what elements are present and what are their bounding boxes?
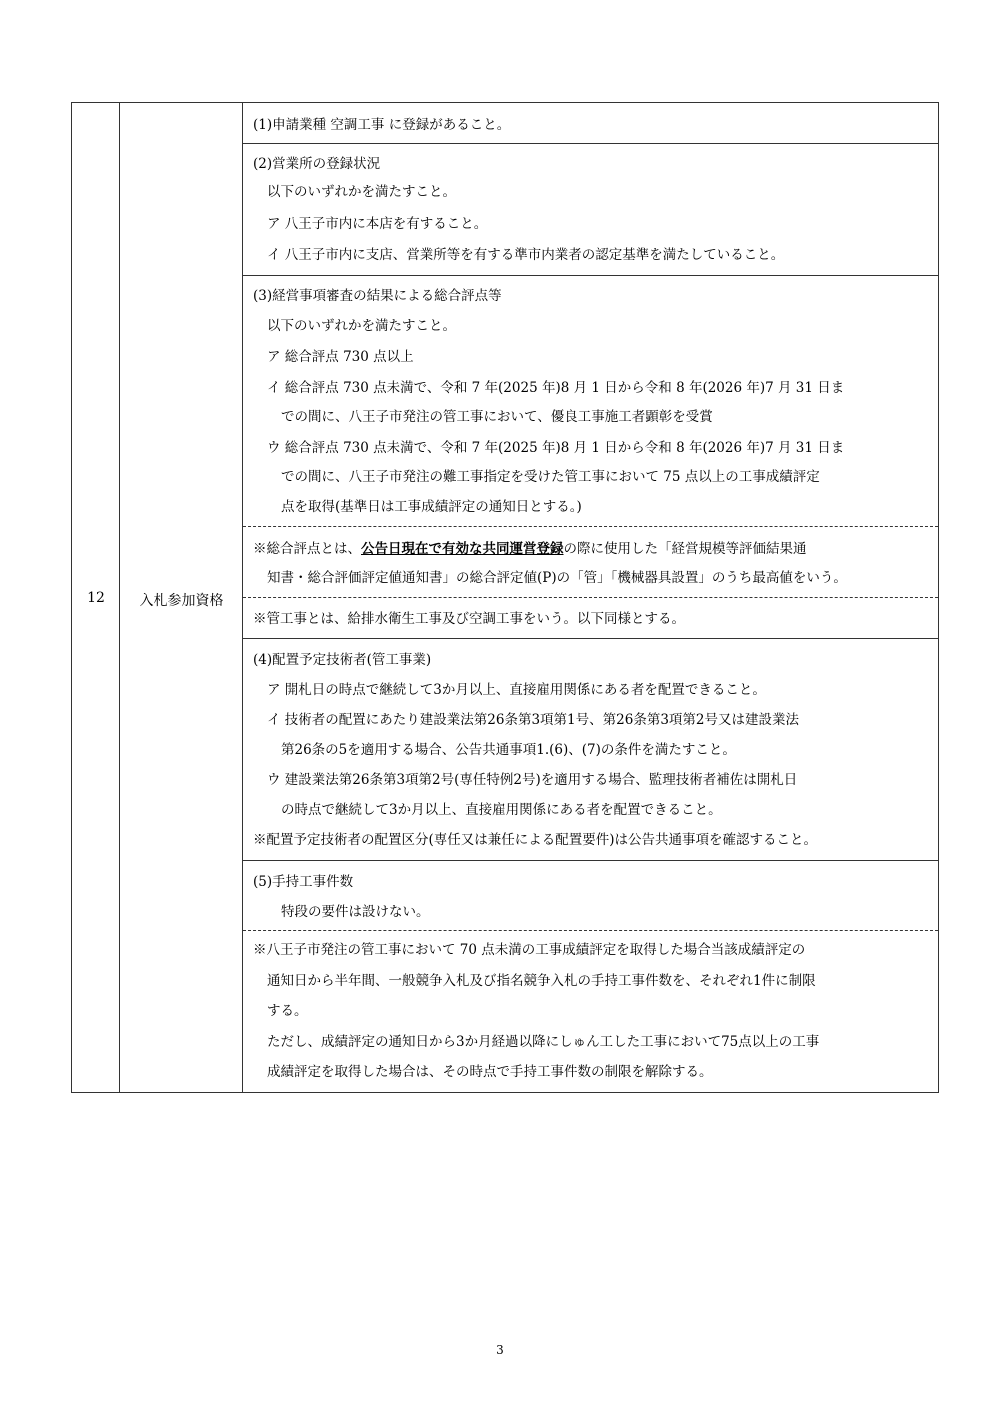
sec5-heading: (5)手持工事件数 (253, 874, 354, 890)
note-text: の際に使用した「経営規模等評価結果通 (563, 541, 807, 557)
sec5-note: する。 (267, 1003, 308, 1019)
requirements-table (71, 102, 939, 1093)
sec4-line: 第26条の5を適用する場合、公告共通事項1.(6)、(7)の条件を満たすこと。 (281, 742, 736, 758)
note-divider (243, 597, 938, 598)
row-label-cell (120, 103, 243, 1092)
sec3-line: での間に、八王子市発注の難工事指定を受けた管工事において 75 点以上の工事成績評定 (281, 469, 820, 485)
note-text: ※総合評点とは、 (253, 541, 361, 557)
sec2-heading: (2)営業所の登録状況 (253, 156, 381, 172)
sec4-note: ※配置予定技術者の配置区分(専任又は兼任による配置要件)は公告共通事項を確認すること。 (253, 832, 818, 848)
sec3-line: ウ 総合評点 730 点未満で、令和 7 年(2025 年)8 月 1 日から令和 8 年(2026 年)7 月 31 日ま (267, 440, 845, 456)
sec5-note: ※八王子市発注の管工事において 70 点未満の工事成績評定を取得した場合当該成績評定の (253, 942, 806, 958)
sec3-line: ア 総合評点 730 点以上 (267, 349, 414, 365)
sec5-line: 特段の要件は設けない。 (281, 904, 430, 920)
sec4-line: ア 開札日の時点で継続して3か月以上、直接雇用関係にある者を配置できること。 (267, 682, 766, 698)
sec5-note: 通知日から半年間、一般競争入札及び指名競争入札の手持工事件数を、それぞれ1件に制限 (267, 973, 816, 989)
sec5-note: ただし、成績評定の通知日から3か月経過以降にしゅん工した工事において75点以上の工事 (267, 1034, 820, 1050)
sec4-line: ウ 建設業法第26条第3項第2号(専任特例2号)を適用する場合、監理技術者補佐は開札日 (267, 772, 798, 788)
sec5-note: 成績評定を取得した場合は、その時点で手持工事件数の制限を解除する。 (267, 1064, 713, 1080)
sec4-line: の時点で継続して3か月以上、直接雇用関係にある者を配置できること。 (281, 802, 722, 818)
note-divider (243, 526, 938, 527)
sec3-heading: (3)経営事項審査の結果による総合評点等 (253, 288, 502, 304)
sec3-note (253, 535, 928, 563)
sec3-line: イ 総合評点 730 点未満で、令和 7 年(2025 年)8 月 1 日から令和 8 年(2026 年)7 月 31 日ま (267, 380, 845, 396)
section-divider (243, 143, 938, 144)
sec4-heading: (4)配置予定技術者(管工事業) (253, 652, 432, 668)
sec3-note: ※管工事とは、給排水衛生工事及び空調工事をいう。以下同様とする。 (253, 611, 685, 627)
sec3-line: 以下のいずれかを満たすこと。 (267, 318, 456, 334)
row-number-cell (72, 103, 120, 1092)
row-number: 12 (87, 590, 105, 606)
page-number: 3 (496, 1343, 504, 1357)
sec2-line: ア 八王子市内に本店を有すること。 (267, 216, 488, 232)
section-divider (243, 275, 938, 276)
sec2-line: 以下のいずれかを満たすこと。 (267, 184, 456, 200)
sec2-line: イ 八王子市内に支店、営業所等を有する準市内業者の認定基準を満たしていること。 (267, 247, 785, 263)
note-divider (243, 930, 938, 931)
row-label: 入札参加資格 (139, 593, 224, 609)
section-divider (243, 860, 938, 861)
sec4-line: イ 技術者の配置にあたり建設業法第26条第3項第1号、第26条第3項第2号又は建設業法 (267, 712, 800, 728)
requirements-content (243, 103, 938, 1092)
sec3-note: 知書・総合評価評定値通知書」の総合評定値(P)の「管」「機械器具設置」のうち最高値をいう。 (267, 570, 847, 586)
sec1-line: (1)申請業種 空調工事 に登録があること。 (253, 117, 511, 133)
sec3-line: での間に、八王子市発注の管工事において、優良工事施工者顕彰を受賞 (281, 409, 713, 425)
note-underlined-text: 公告日現在で有効な共同運営登録 (361, 541, 564, 557)
section-divider (243, 638, 938, 639)
sec3-line: 点を取得(基準日は工事成績評定の通知日とする。) (281, 499, 582, 515)
